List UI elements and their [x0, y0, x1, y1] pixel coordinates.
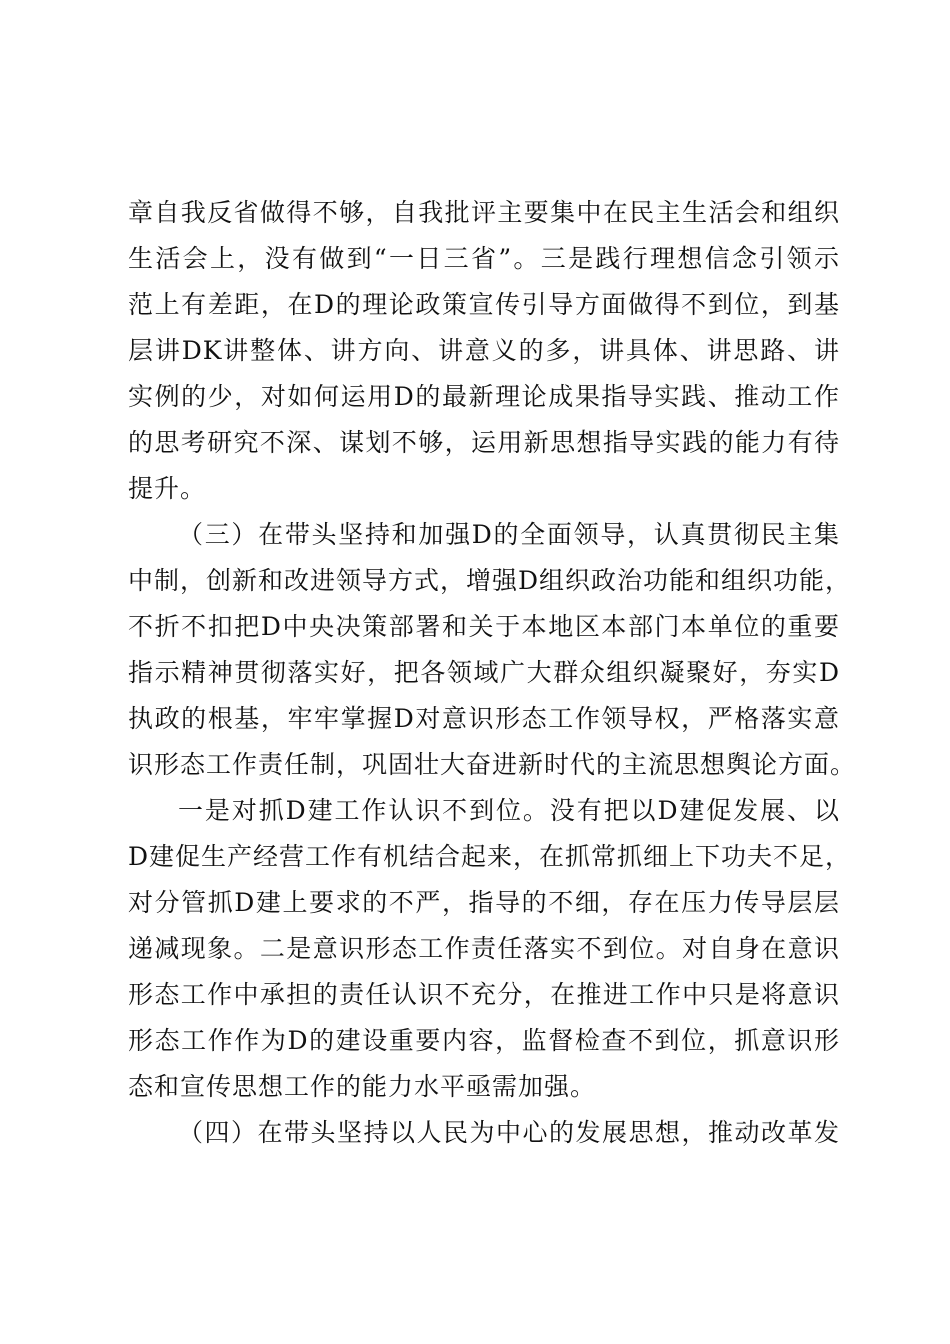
text-line: D建促生产经营工作有机结合起来，在抓常抓细上下功夫不足，: [128, 842, 852, 871]
text-line: 不折不扣把D中央决策部署和关于本地区本部门本单位的重要: [128, 612, 840, 641]
text-line: 层讲DK讲整体、讲方向、讲意义的多，讲具体、讲思路、讲: [128, 336, 840, 365]
text-line: 生活会上，没有做到“一日三省”。三是践行理想信念引领示: [128, 244, 840, 273]
text-line: 提升。: [128, 474, 207, 503]
text-line: 态和宣传思想工作的能力水平亟需加强。: [128, 1072, 597, 1101]
text-line: 中制，创新和改进领导方式，增强D组织政治功能和组织功能，: [128, 566, 852, 595]
text-line: 的思考研究不深、谋划不够，运用新思想指导实践的能力有待: [128, 428, 840, 457]
text-line: 识形态工作责任制，巩固壮大奋进新时代的主流思想舆论方面。: [128, 750, 857, 779]
section-heading-3: （三）在带头坚持和加强D的全面领导，认真贯彻民主集: [178, 520, 840, 549]
text-line: 指示精神贯彻落实好，把各领域广大群众组织凝聚好，夯实D: [128, 658, 840, 687]
text-line: 一是对抓D建工作认识不到位。没有把以D建促发展、以: [178, 796, 840, 825]
text-line: 形态工作中承担的责任认识不充分，在推进工作中只是将意识: [128, 980, 840, 1009]
section-heading-4: （四）在带头坚持以人民为中心的发展思想，推动改革发: [178, 1118, 840, 1147]
text-line: 范上有差距，在D的理论政策宣传引导方面做得不到位，到基: [128, 290, 840, 319]
text-line: 形态工作作为D的建设重要内容，监督检查不到位，抓意识形: [128, 1026, 840, 1055]
text-line: 递减现象。二是意识形态工作责任落实不到位。对自身在意识: [128, 934, 840, 963]
text-line: 实例的少，对如何运用D的最新理论成果指导实践、推动工作: [128, 382, 840, 411]
text-line: 对分管抓D建上要求的不严，指导的不细，存在压力传导层层: [128, 888, 840, 917]
text-line: 章自我反省做得不够，自我批评主要集中在民主生活会和组织: [128, 198, 840, 227]
text-line: 执政的根基，牢牢掌握D对意识形态工作领导权，严格落实意: [128, 704, 840, 733]
